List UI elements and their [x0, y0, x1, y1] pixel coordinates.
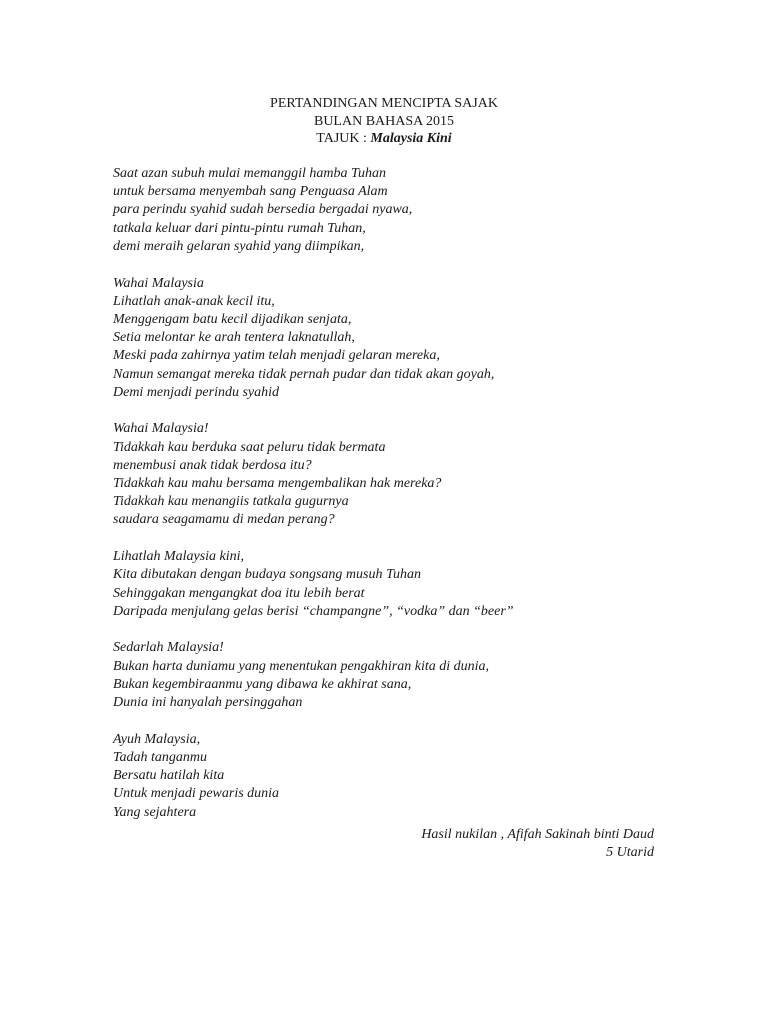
poem-stanza [113, 275, 673, 402]
poem-verse-line: saudara seagamamu di medan perang? [113, 512, 335, 528]
poem-verse-line: Meski pada zahirnya yatim telah menjadi gelaran mereka, [113, 348, 440, 364]
poem-verse-line: demi meraih gelaran syahid yang diimpikan, [113, 238, 365, 254]
poem-verse-line: Setia melontar ke arah tentera laknatullah, [113, 330, 355, 346]
poem-verse-line: Tadah tanganmu [113, 749, 208, 765]
poem-verse-line: Bukan harta duniamu yang menentukan pengakhiran kita di dunia, [113, 658, 489, 674]
poem-verse-line: para perindu syahid sudah bersedia bergadai nyawa, [113, 202, 413, 218]
signature-block [421, 826, 654, 862]
poem-verse-line: menembusi anak tidak berdosa itu? [113, 457, 312, 473]
poem-verse-line: Tidakkah kau mahu bersama mengembalikan hak mereka? [113, 476, 442, 492]
document-header [0, 95, 768, 148]
poem-stanza [113, 548, 673, 621]
poem-topic-line [0, 130, 768, 148]
author-credit: Hasil nukilan , Afifah Sakinah binti Daud [421, 827, 654, 842]
poem-verse-line: Bersatu hatilah kita [113, 768, 225, 784]
poem-verse-line: Yang sejahtera [113, 804, 197, 820]
poem-verse-line: Tidakkah kau berduka saat peluru tidak bermata [113, 439, 386, 455]
poem-verse-line: Kita dibutakan dengan budaya songsang musuh Tuhan [113, 567, 422, 583]
poem-verse-line: tatkala keluar dari pintu-pintu rumah Tuhan, [113, 220, 366, 236]
poem-verse-line: Lihatlah Malaysia kini, [113, 549, 245, 565]
poem-title: Malaysia Kini [370, 131, 452, 146]
poem-verse-line: Tidakkah kau menangiis tatkala gugurnya [113, 494, 349, 510]
poem-body [113, 165, 673, 840]
poem-stanza [113, 639, 673, 712]
poem-verse-line: Demi menjadi perindu syahid [113, 384, 280, 400]
poem-verse-line: Wahai Malaysia [113, 275, 204, 291]
poem-verse-line: Namun semangat mereka tidak pernah pudar dan tidak akan goyah, [113, 366, 495, 382]
poem-verse-line: Ayuh Malaysia, [113, 731, 201, 747]
topic-label: TAJUK : [316, 131, 371, 146]
poem-verse-line: Daripada menjulang gelas berisi “champangne”, “vodka” dan “beer” [113, 603, 514, 619]
poem-stanza [113, 731, 673, 822]
poem-verse-line: Sehinggakan mengangkat doa itu lebih berat [113, 585, 365, 601]
poem-stanza [113, 165, 673, 256]
poem-verse-line: Wahai Malaysia! [113, 421, 209, 437]
poem-verse-line: Sedarlah Malaysia! [113, 640, 224, 656]
poem-verse-line: Lihatlah anak-anak kecil itu, [113, 293, 275, 309]
competition-title: PERTANDINGAN MENCIPTA SAJAK [270, 96, 498, 111]
poem-verse-line: Bukan kegembiraanmu yang dibawa ke akhirat sana, [113, 676, 412, 692]
poem-verse-line: Dunia ini hanyalah persinggahan [113, 695, 303, 711]
poem-verse-line: Saat azan subuh mulai memanggil hamba Tuhan [113, 166, 387, 181]
poem-verse-line: Untuk menjadi pewaris dunia [113, 786, 280, 802]
poem-verse-line: Menggengam batu kecil dijadikan senjata, [113, 311, 352, 327]
poem-verse-line: untuk bersama menyembah sang Penguasa Alam [113, 184, 388, 200]
author-class: 5 Utarid [606, 845, 654, 861]
poem-stanza [113, 420, 673, 529]
event-title: BULAN BAHASA 2015 [313, 113, 454, 129]
